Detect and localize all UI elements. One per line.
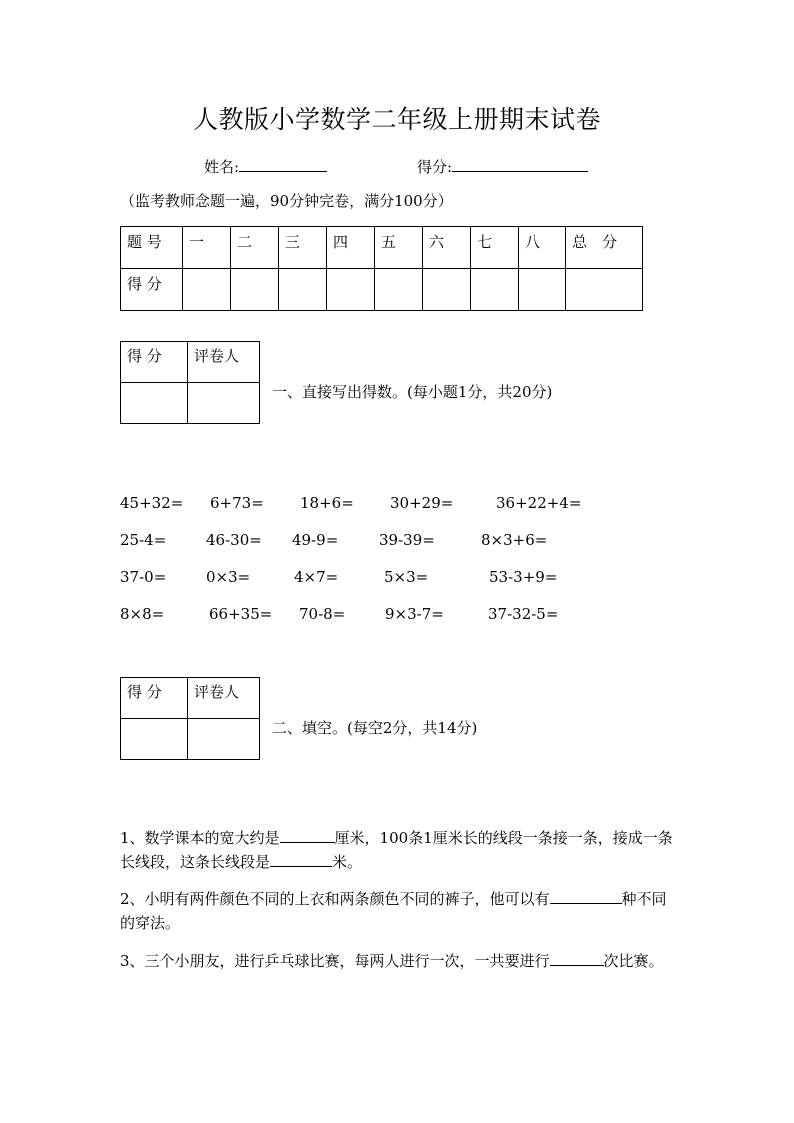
question-text: 厘米，100条1厘米长的线段一条接一条，接成一条长线段，这条长线段是 <box>120 829 673 871</box>
problem: 25-4= <box>120 531 167 549</box>
grader-score-label: 得 分 <box>121 342 188 383</box>
table-row <box>121 383 260 424</box>
problem: 45+32= <box>120 494 184 512</box>
question-2 <box>120 887 680 935</box>
score-cell[interactable] <box>121 719 188 760</box>
score-cell[interactable] <box>279 269 327 311</box>
problem: 6+73= <box>210 494 264 512</box>
table-cell: 六 <box>423 227 471 269</box>
question-3 <box>120 949 680 973</box>
table-cell: 总 分 <box>566 227 643 269</box>
problem: 9×3-7= <box>385 605 444 623</box>
score-cell[interactable] <box>566 269 643 311</box>
grader-label: 评卷人 <box>188 678 260 719</box>
problem: 18+6= <box>300 494 354 512</box>
grader-cell[interactable] <box>188 719 260 760</box>
answer-blank[interactable] <box>550 951 604 966</box>
score-cell[interactable] <box>231 269 279 311</box>
table-row <box>121 678 260 719</box>
table-row <box>121 719 260 760</box>
score-cell[interactable] <box>327 269 375 311</box>
problem: 30+29= <box>390 494 454 512</box>
table-row <box>121 342 260 383</box>
table-cell: 八 <box>519 227 566 269</box>
score-field[interactable] <box>417 156 588 177</box>
grader-cell[interactable] <box>188 383 260 424</box>
score-cell[interactable] <box>471 269 519 311</box>
score-cell[interactable] <box>423 269 471 311</box>
grader-label: 评卷人 <box>188 342 260 383</box>
score-blank[interactable] <box>452 157 588 172</box>
question-text: 种不同的穿法。 <box>120 890 667 932</box>
name-field[interactable] <box>204 156 327 177</box>
problem: 39-39= <box>379 531 435 549</box>
question-text: 2、小明有两件颜色不同的上衣和两条颜色不同的裤子，他可以有 <box>120 890 550 908</box>
problem: 37-0= <box>120 568 167 586</box>
problem: 36+22+4= <box>496 494 582 512</box>
problem: 5×3= <box>384 568 429 586</box>
name-label: 姓名: <box>204 158 240 176</box>
table-row <box>121 227 643 269</box>
score-cell[interactable] <box>519 269 566 311</box>
problem: 8×8= <box>120 605 165 623</box>
problem: 37-32-5= <box>488 605 559 623</box>
table-cell: 七 <box>471 227 519 269</box>
grader-box-1 <box>120 341 260 424</box>
question-1 <box>120 826 680 874</box>
name-blank[interactable] <box>239 157 327 172</box>
problem: 4×7= <box>294 568 339 586</box>
problem: 66+35= <box>209 605 273 623</box>
problem: 8×3+6= <box>481 531 548 549</box>
grader-score-label: 得 分 <box>121 678 188 719</box>
question-text: 次比赛。 <box>603 952 664 970</box>
score-summary-table <box>120 226 643 311</box>
problem: 53-3+9= <box>489 568 558 586</box>
score-cell[interactable] <box>121 383 188 424</box>
grader-box-2 <box>120 677 260 760</box>
score-label: 得分: <box>417 158 453 176</box>
question-text: 3、三个小朋友，进行乒乓球比赛，每两人进行一次，一共要进行 <box>120 952 550 970</box>
score-cell[interactable] <box>183 269 231 311</box>
section2-heading: 二、填空。(每空2分，共14分) <box>272 719 478 737</box>
problem: 0×3= <box>206 568 251 586</box>
table-cell: 五 <box>375 227 423 269</box>
section1-heading: 一、直接写出得数。(每小题1分，共20分) <box>272 383 553 401</box>
table-cell: 四 <box>327 227 375 269</box>
question-text: 1、数学课本的宽大约是 <box>120 829 280 847</box>
table-cell: 一 <box>183 227 231 269</box>
problem: 70-8= <box>299 605 346 623</box>
table-cell: 二 <box>231 227 279 269</box>
instructions: （监考教师念题一遍，90分钟完卷，满分100分） <box>120 192 453 210</box>
table-cell: 题 号 <box>121 227 183 269</box>
answer-blank[interactable] <box>550 889 622 904</box>
table-cell: 三 <box>279 227 327 269</box>
problem: 46-30= <box>206 531 262 549</box>
table-row <box>121 269 643 311</box>
score-cell[interactable] <box>375 269 423 311</box>
problem: 49-9= <box>292 531 339 549</box>
page-title: 人教版小学数学二年级上册期末试卷 <box>192 105 601 134</box>
answer-blank[interactable] <box>270 852 332 867</box>
question-text: 米。 <box>332 853 363 871</box>
table-cell: 得 分 <box>121 269 183 311</box>
answer-blank[interactable] <box>280 828 335 843</box>
